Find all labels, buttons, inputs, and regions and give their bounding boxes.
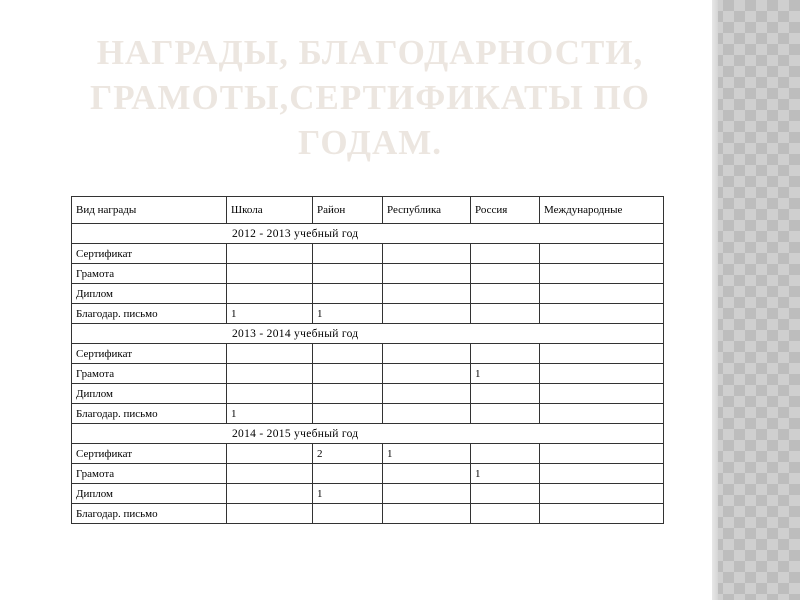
count-cell: 1: [471, 364, 540, 384]
count-cell: [540, 344, 664, 364]
count-cell: [313, 384, 383, 404]
count-cell: 2: [313, 444, 383, 464]
award-type-cell: Диплом: [72, 384, 227, 404]
year-label: 2012 - 2013 учебный год: [72, 224, 664, 244]
award-type-cell: Сертификат: [72, 444, 227, 464]
count-cell: 1: [313, 484, 383, 504]
count-cell: 1: [227, 304, 313, 324]
count-cell: [313, 284, 383, 304]
count-cell: [383, 264, 471, 284]
award-type-cell: Сертификат: [72, 244, 227, 264]
count-cell: [227, 344, 313, 364]
count-cell: [227, 284, 313, 304]
table-row: [72, 244, 664, 264]
count-cell: [313, 264, 383, 284]
table-header-row: [72, 197, 664, 224]
count-cell: 1: [227, 404, 313, 424]
slide-title: НАГРАДЫ, БЛАГОДАРНОСТИ, ГРАМОТЫ,СЕРТИФИКАТЫ ПО ГОДАМ.: [90, 33, 650, 162]
header-award-type: Вид награды: [72, 197, 227, 224]
count-cell: [540, 244, 664, 264]
year-label: 2014 - 2015 учебный год: [72, 424, 664, 444]
award-type-cell: Благодар. письмо: [72, 304, 227, 324]
count-cell: [471, 504, 540, 524]
count-cell: [471, 284, 540, 304]
award-type-cell: Благодар. письмо: [72, 504, 227, 524]
count-cell: [540, 504, 664, 524]
header-republic: Республика: [383, 197, 471, 224]
award-type-cell: Диплом: [72, 484, 227, 504]
count-cell: [227, 244, 313, 264]
count-cell: [540, 404, 664, 424]
table-row: [72, 484, 664, 504]
count-cell: [227, 444, 313, 464]
table-row: [72, 284, 664, 304]
count-cell: [313, 364, 383, 384]
count-cell: [540, 304, 664, 324]
award-type-cell: Сертификат: [72, 344, 227, 364]
award-type-cell: Грамота: [72, 264, 227, 284]
table-body: [72, 224, 664, 524]
count-cell: 1: [471, 464, 540, 484]
awards-table: [71, 196, 664, 524]
table-row: [72, 444, 664, 464]
count-cell: 1: [383, 444, 471, 464]
count-cell: [313, 464, 383, 484]
count-cell: [540, 464, 664, 484]
count-cell: [471, 444, 540, 464]
count-cell: [227, 364, 313, 384]
year-row: [72, 424, 664, 444]
table-row: [72, 264, 664, 284]
year-label: 2013 - 2014 учебный год: [72, 324, 664, 344]
count-cell: [313, 404, 383, 424]
table-row: [72, 464, 664, 484]
count-cell: [383, 364, 471, 384]
award-type-cell: Грамота: [72, 364, 227, 384]
count-cell: [227, 504, 313, 524]
count-cell: [383, 464, 471, 484]
count-cell: [383, 404, 471, 424]
count-cell: [383, 384, 471, 404]
table-row: [72, 304, 664, 324]
header-russia: Россия: [471, 197, 540, 224]
count-cell: [313, 344, 383, 364]
count-cell: [471, 404, 540, 424]
count-cell: [227, 464, 313, 484]
award-type-cell: Грамота: [72, 464, 227, 484]
year-row: [72, 324, 664, 344]
award-type-cell: Диплом: [72, 284, 227, 304]
table-row: [72, 344, 664, 364]
header-school: Школа: [227, 197, 313, 224]
count-cell: [383, 244, 471, 264]
count-cell: [540, 384, 664, 404]
table-row: [72, 384, 664, 404]
count-cell: [471, 264, 540, 284]
header-district: Район: [313, 197, 383, 224]
count-cell: [383, 484, 471, 504]
count-cell: [383, 284, 471, 304]
table-row: [72, 504, 664, 524]
count-cell: [540, 284, 664, 304]
count-cell: [540, 264, 664, 284]
award-type-cell: Благодар. письмо: [72, 404, 227, 424]
count-cell: [540, 364, 664, 384]
count-cell: [227, 384, 313, 404]
count-cell: [227, 264, 313, 284]
count-cell: [227, 484, 313, 504]
count-cell: [471, 304, 540, 324]
decorative-side-pattern: [712, 0, 800, 600]
count-cell: [540, 484, 664, 504]
count-cell: [383, 344, 471, 364]
count-cell: [383, 504, 471, 524]
table-row: [72, 404, 664, 424]
count-cell: [383, 304, 471, 324]
count-cell: [471, 384, 540, 404]
count-cell: [313, 244, 383, 264]
count-cell: [540, 444, 664, 464]
table-row: [72, 364, 664, 384]
year-row: [72, 224, 664, 244]
header-international: Международные: [540, 197, 664, 224]
count-cell: [471, 244, 540, 264]
count-cell: [313, 504, 383, 524]
count-cell: [471, 344, 540, 364]
count-cell: 1: [313, 304, 383, 324]
count-cell: [471, 484, 540, 504]
